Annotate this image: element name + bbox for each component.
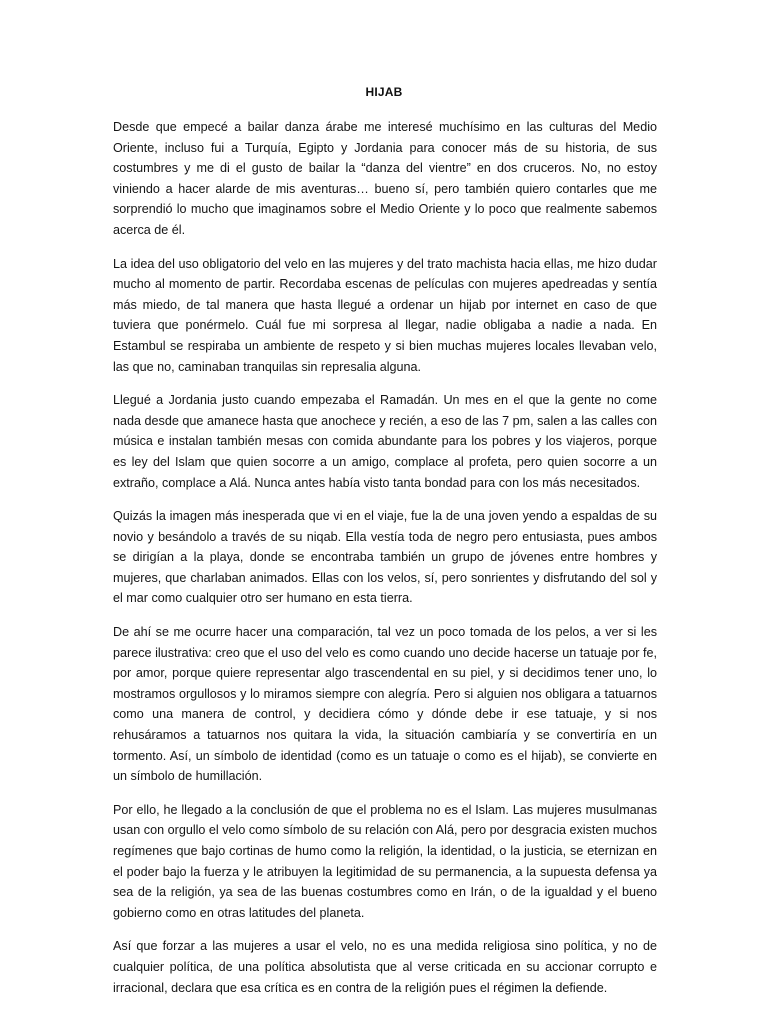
document-title: HIJAB [365, 85, 403, 99]
paragraph: Llegué a Jordania justo cuando empezaba el Ramadán. Un mes en el que la gente no come nada desde que amanece hasta que anochece y recién, a eso de las 7 pm, salen a las calles con música e instalan también mesas con comida abundante para los pobres y los viajeros, porque es ley del Islam que quien socorre a un amigo, complace al profeta, pero quien socorre a un extraño, complace a Alá. Nunca antes había visto tanta bondad para con los más necesitados. [113, 393, 657, 490]
document-body [113, 117, 657, 1011]
paragraph: Desde que empecé a bailar danza árabe me interesé muchísimo en las culturas del Medio Oriente, incluso fui a Turquía, Egipto y Jordania para conocer más de su historia, de sus costumbres y me di el gusto de bailar la “danza del vientre” en dos cruceros. No, no estoy viniendo a hacer alarde de mis aventuras… bueno sí, pero también quiero contarles que me sorprendió lo mucho que imaginamos sobre el Medio Oriente y lo poco que realmente sabemos acerca de él. [113, 120, 657, 237]
paragraph: Así que forzar a las mujeres a usar el velo, no es una medida religiosa sino política, y no de cualquier política, de una política absolutista que al verse criticada en su accionar corrupto e irracional, declara que esa crítica es en contra de la religión pues el régimen la defiende. [113, 939, 657, 995]
paragraph: La idea del uso obligatorio del velo en las mujeres y del trato machista hacia ellas, me hizo dudar mucho al momento de partir. Recordaba escenas de películas con mujeres apedreadas y sentía más miedo, de tal manera que hasta llegué a ordenar un hijab por internet en caso de que tuviera que ponérmelo. Cuál fue mi sorpresa al llegar, nadie obligaba a nadie a nada. En Estambul se respiraba un ambiente de respeto y si bien muchas mujeres locales llevaban velo, las que no, caminaban tranquilas sin represalia alguna. [113, 256, 657, 374]
paragraph: Por ello, he llegado a la conclusión de que el problema no es el Islam. Las mujeres musulmanas usan con orgullo el velo como símbolo de su relación con Alá, pero por desgracia existen muchos regímenes que bajo cortinas de humo como la religión, la identidad, o la justicia, se eternizan en el poder bajo la fuerza y le atribuyen la legitimidad de su permanencia, a la supuesta defensa ya sea de la religión, ya sea de las buenas costumbres como en Irán, o de la igualdad y el bueno gobierno como en otras latitudes del planeta. [113, 802, 657, 920]
paragraph: Quizás la imagen más inesperada que vi en el viaje, fue la de una joven yendo a espaldas de su novio y besándolo a través de su niqab. Ella vestía toda de negro pero entusiasta, pues ambos se dirigían a la playa, donde se encontraba también un grupo de jóvenes entre hombres y mujeres, que charlaban animados. Ellas con los velos, sí, pero sonrientes y disfrutando del sol y el mar como cualquier otro ser humano en esta tierra. [113, 509, 657, 606]
paragraph: De ahí se me ocurre hacer una comparación, tal vez un poco tomada de los pelos, a ver si les parece ilustrativa: creo que el uso del velo es como cuando uno decide hacerse un tatuaje por fe, por amor, porque quiere representar algo trascendental en su piel, y si decidimos tener uno, lo mostramos orgullosos y lo miramos siempre con alegría. Pero si alguien nos obligara a tatuarnos como una manera de control, y decidiera cómo y dónde debe ir ese tatuaje, y si nos rehusáramos a tatuarnos nos quitara la vida, la situación cambiaría y se convertiría en un tormento. Así, un símbolo de identidad (como es un tatuaje o como es el hijab), se convierte en un símbolo de humillación. [113, 625, 657, 784]
